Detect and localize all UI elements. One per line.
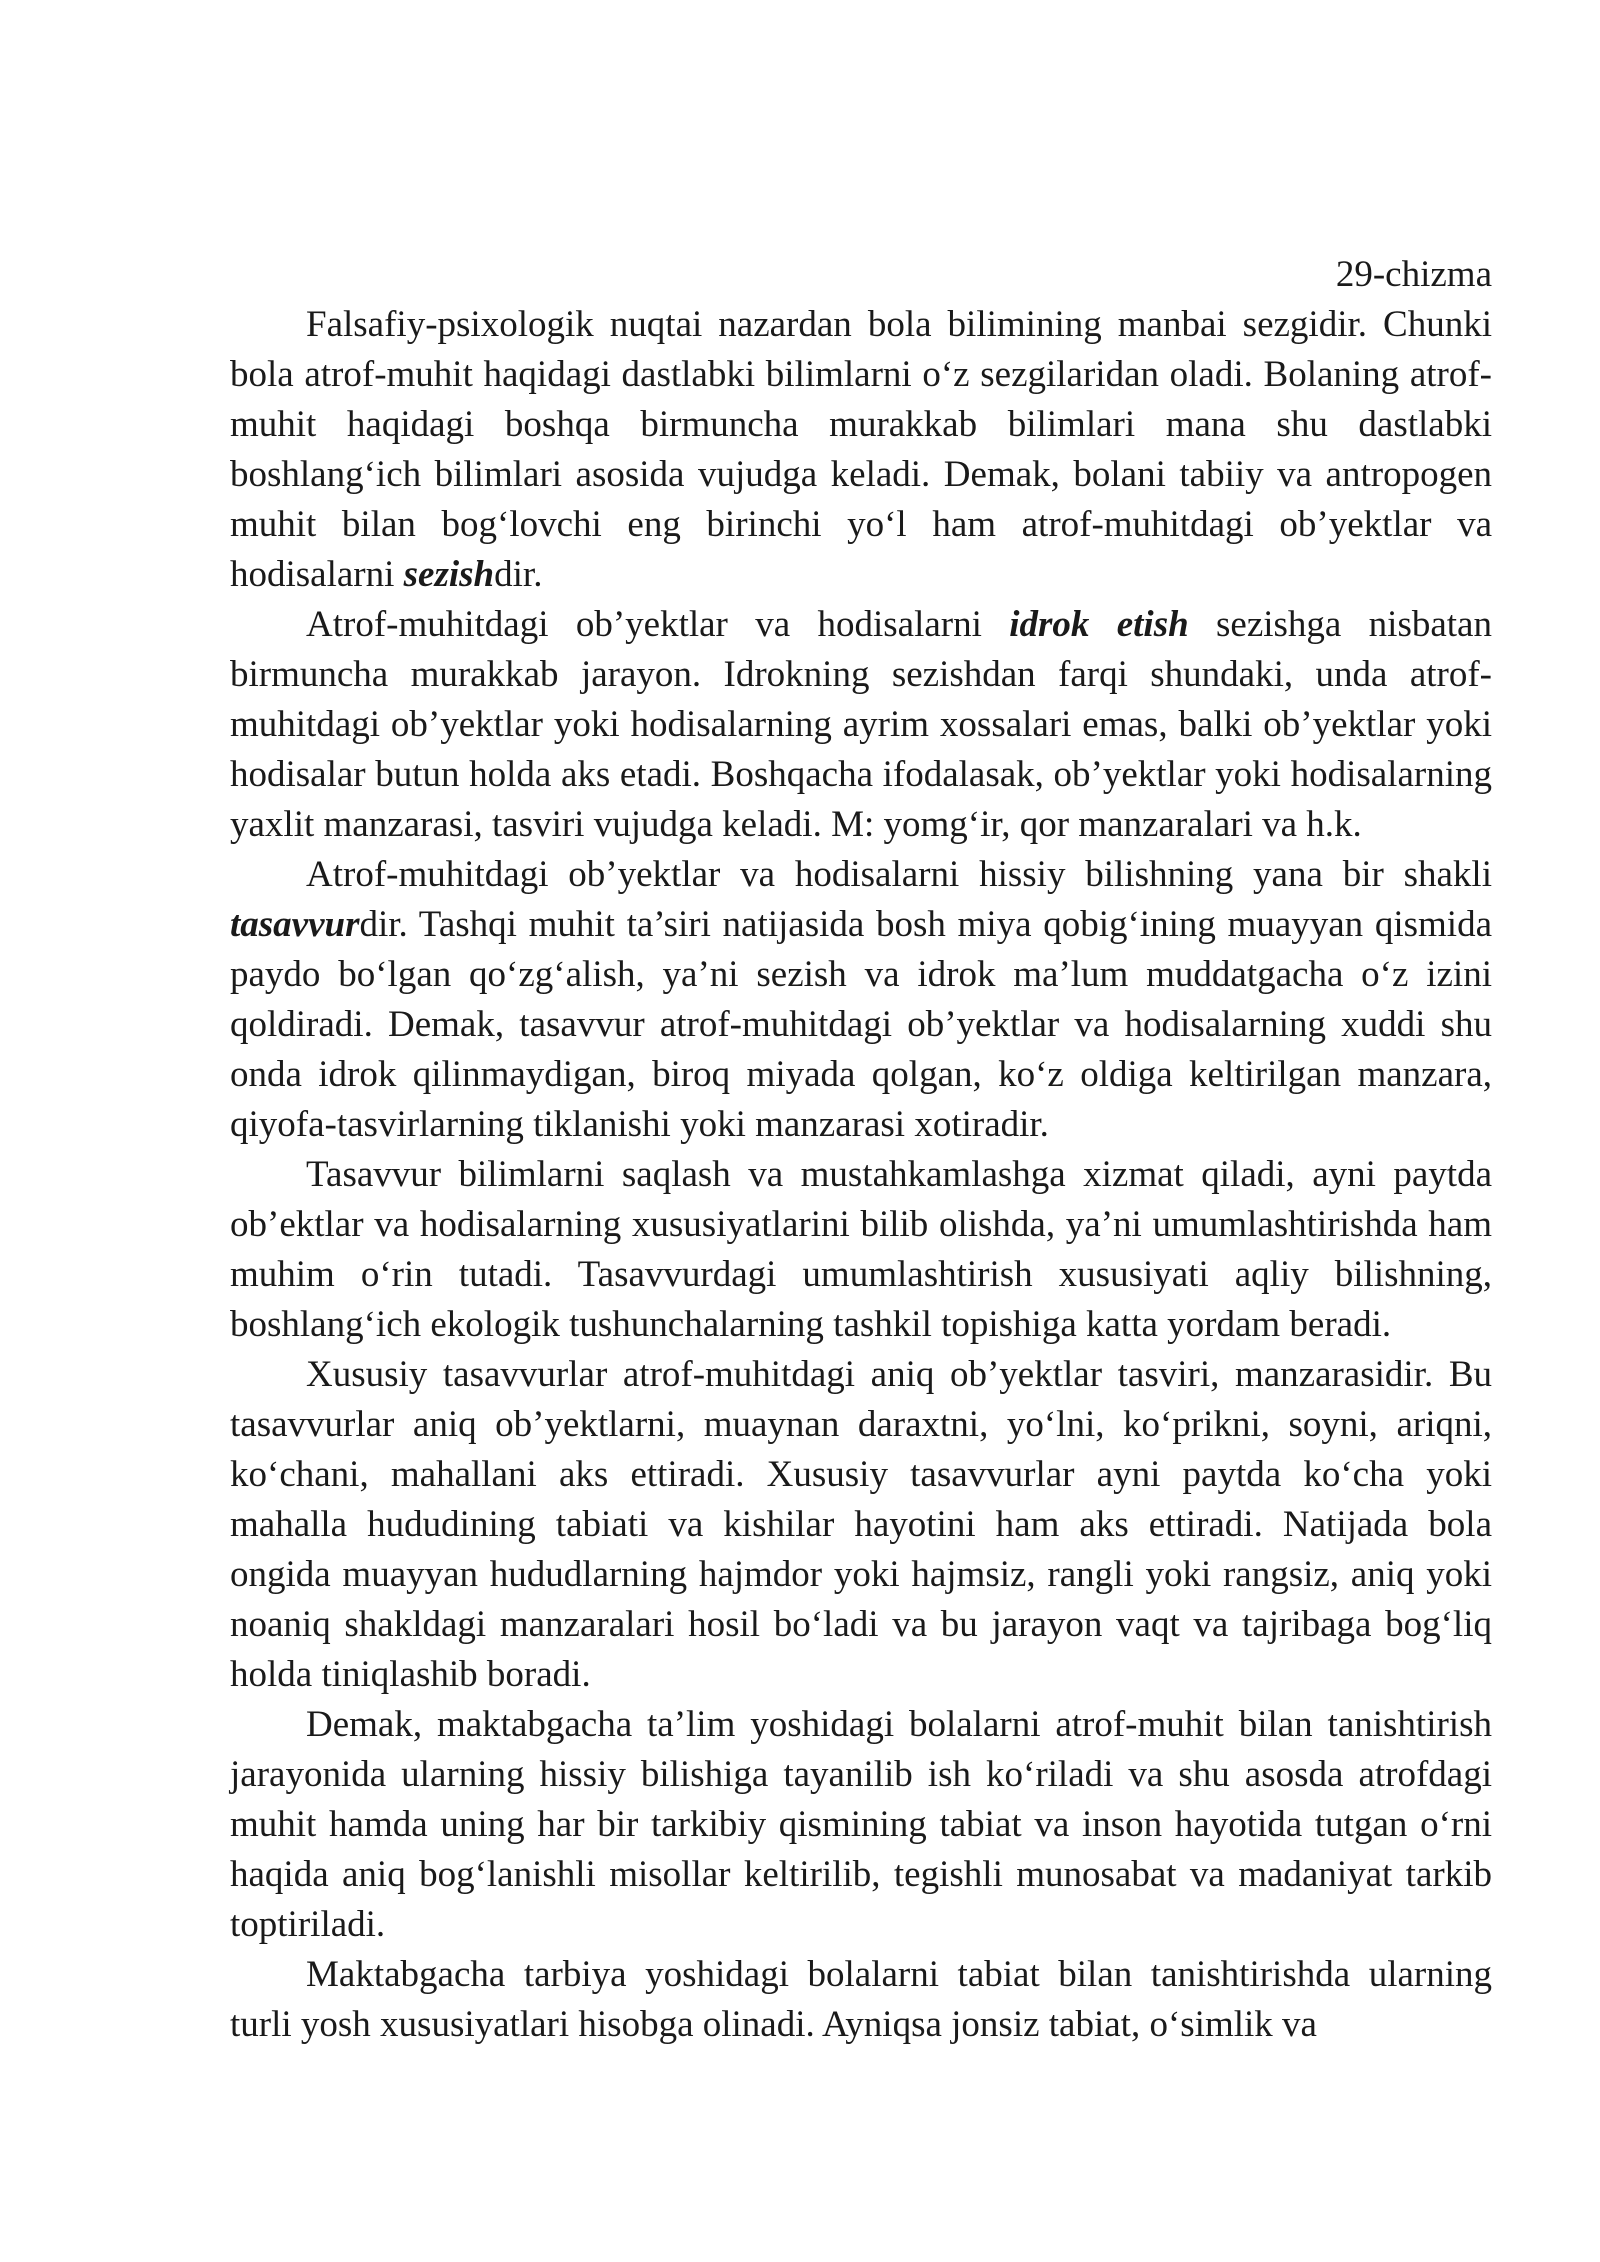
paragraph-text: Demak, maktabgacha ta’lim yoshidagi bolalarni atrof-muhit bilan tanishtirish jarayonida ularning hissiy bilishiga tayanilib ish ko‘riladi va shu asosda atrofdagi muhit hamda uning har bir tarkibiy qismining tabiat va inson hayotida tutgan o‘rni haqida aniq bog‘lanishli misollar keltirilib, tegishli munosabat va madaniyat tarkib toptiriladi. (230, 1704, 1492, 1945)
paragraph-5 (230, 1350, 1492, 1700)
paragraph-text: sezishga nisbatan birmuncha murakkab jarayon. Idrokning sezishdan farqi shundaki, unda atrof-muhitdagi ob’yektlar yoki hodisalarning ayrim xossalari emas, balki ob’yektlar yoki hodisalar butun holda aks etadi. Boshqacha ifodalasak, ob’yektlar yoki hodisalarning yaxlit manzarasi, tasviri vujudga keladi. M: yomg‘ir, qor manzaralari va h.k. (230, 604, 1492, 845)
paragraph-text: Atrof-muhitdagi ob’yektlar va hodisalarni (306, 604, 1010, 645)
key-term: tasavvur (230, 904, 360, 945)
paragraph-text: Falsafiy-psixologik nuqtai nazardan bola bilimining manbai sezgidir. Chunki bola atrof-muhit haqidagi dastlabki bilimlarni o‘z sezgilaridan oladi. Bolaning atrof-muhit haqidagi boshqa birmuncha murakkab bilimlari mana shu dastlabki boshlang‘ich bilimlari asosida vujudga keladi. Demak, bolani tabiiy va antropogen muhit bilan bog‘lovchi eng birinchi yo‘l ham atrof-muhitdagi ob’yektlar va hodisalarni (230, 304, 1492, 595)
paragraph-text: Atrof-muhitdagi ob’yektlar va hodisalarni hissiy bilishning yana bir shakli (306, 854, 1492, 895)
paragraph-text: Xususiy tasavvurlar atrof-muhitdagi aniq ob’yektlar tasviri, manzarasidir. Bu tasavvurlar aniq ob’yektlarni, muaynan daraxtni, yo‘lni, ko‘prikni, soyni, ariqni, ko‘chani, mahallani aks ettiradi. Xususiy tasavvurlar ayni paytda ko‘cha yoki mahalla hududining tabiati va kishilar hayotini ham aks ettiradi. Natijada bola ongida muayyan hududlarning hajmdor yoki hajmsiz, rangli yoki rangsiz, aniq yoki noaniq shakldagi manzaralari hosil bo‘ladi va bu jarayon vaqt va tajribaga bog‘liq holda tiniqlashib boradi. (230, 1354, 1492, 1695)
paragraph-text: dir. Tashqi muhit ta’siri natijasida bosh miya qobig‘ining muayyan qismida paydo bo‘lgan qo‘zg‘alish, ya’ni sezish va idrok ma’lum muddatgacha o‘z izini qoldiradi. Demak, tasavvur atrof-muhitdagi ob’yektlar va hodisalarning xuddi shu onda idrok qilinmaydigan, biroq miyada qolgan, ko‘z oldiga keltirilgan manzara, qiyofa-tasvirlarning tiklanishi yoki manzarasi xotiradir. (230, 904, 1492, 1145)
paragraph-6 (230, 1700, 1492, 1950)
paragraph-4 (230, 1150, 1492, 1350)
paragraph-3 (230, 850, 1492, 1150)
paragraph-7 (230, 1950, 1492, 2050)
paragraph-text: Maktabgacha tarbiya yoshidagi bolalarni tabiat bilan tanishtirishda ularning turli yosh xususiyatlari hisobga olinadi. Ayniqsa jonsiz tabiat, o‘simlik va (230, 1954, 1492, 2045)
key-term: sezish (403, 554, 495, 595)
key-term: idrok etish (1009, 604, 1189, 645)
paragraph-text: Tasavvur bilimlarni saqlash va mustahkamlashga xizmat qiladi, ayni paytda ob’ektlar va hodisalarning xususiyatlarini bilib olishda, ya’ni umumlashtirishda ham muhim o‘rin tutadi. Tasavvurdagi umumlashtirish xususiyati aqliy bilishning, boshlang‘ich ekologik tushunchalarning tashkil topishiga katta yordam beradi. (230, 1154, 1492, 1345)
paragraph-1 (230, 300, 1492, 600)
document-page (230, 250, 1492, 2050)
figure-caption: 29-chizma (1335, 254, 1492, 295)
paragraph-text: dir. (494, 554, 543, 595)
paragraph-2 (230, 600, 1492, 850)
